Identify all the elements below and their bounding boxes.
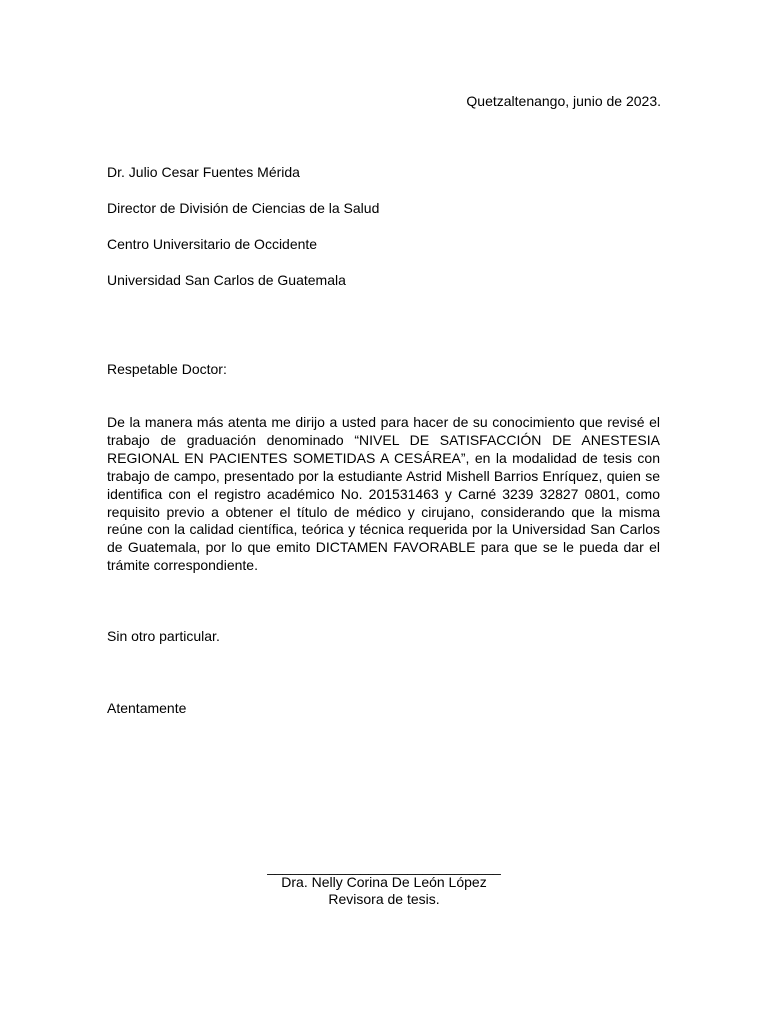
signature-block <box>200 860 568 908</box>
body-paragraph: De la manera más atenta me dirijo a usted para hacer de su conocimiento que revisé el trabajo de graduación denominado “NIVEL DE SATISFACCIÓN DE ANESTESIA REGIONAL EN PACIENTES SOMETIDAS A CESÁREA”, en la modalidad de tesis con trabajo de campo, presentado por la estudiante Astrid Mishell Barrios Enríquez, quien se identifica con el registro académico No. 201531463 y Carné 3239 32827 0801, como requisito previo a obtener el título de médico y cirujano, considerando que la misma reúne con la calidad científica, teórica y técnica requerida por la Universidad San Carlos de Guatemala, por lo que emito DICTAMEN FAVORABLE para que se le pueda dar el trámite correspondiente. <box>107 414 660 574</box>
recipient-block <box>107 164 379 308</box>
signature-line: ______________________________ <box>267 859 501 875</box>
recipient-university: Universidad San Carlos de Guatemala <box>107 272 346 288</box>
recipient-title: Director de División de Ciencias de la Salud <box>107 200 380 216</box>
salutation: Respetable Doctor: <box>107 361 227 377</box>
signer-name: Dra. Nelly Corina De León López <box>281 874 487 890</box>
recipient-name: Dr. Julio Cesar Fuentes Mérida <box>107 164 300 180</box>
farewell: Atentamente <box>107 700 187 716</box>
recipient-center: Centro Universitario de Occidente <box>107 236 318 252</box>
closing-line: Sin otro particular. <box>107 628 220 644</box>
letter-date: Quetzaltenango, junio de 2023. <box>466 93 661 109</box>
signer-role: Revisora de tesis. <box>328 891 440 907</box>
